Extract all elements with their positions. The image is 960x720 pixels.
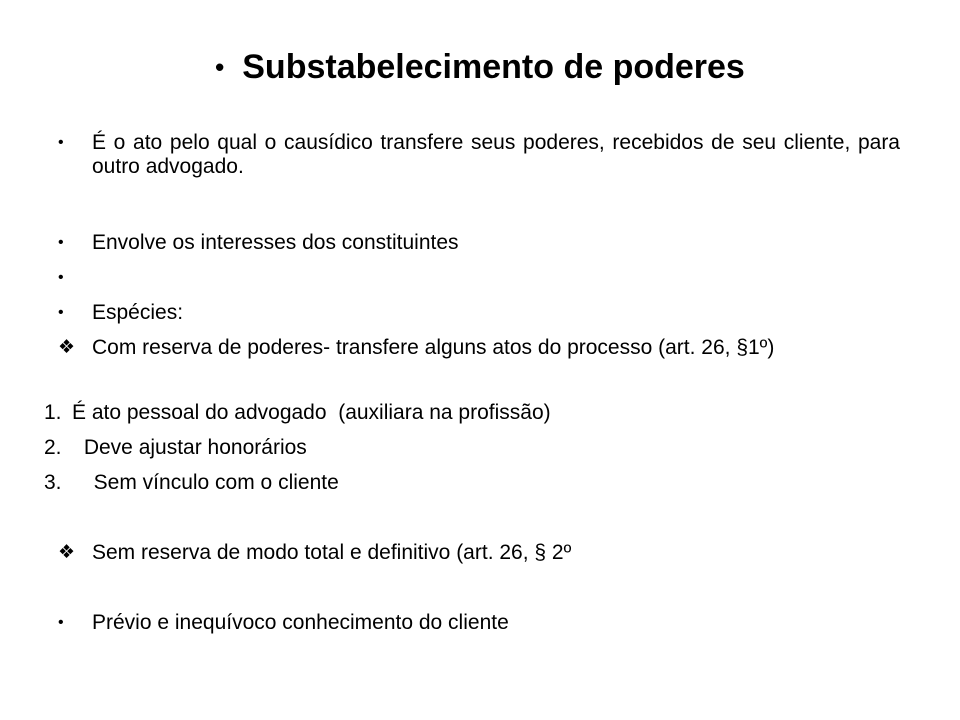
list-item-text: Espécies:: [92, 301, 184, 324]
list-item-text: Prévio e inequívoco conhecimento do cliente: [92, 611, 509, 634]
list-item-text: Deve ajustar honorários: [78, 436, 307, 459]
diamond-bullet-icon: ❖: [58, 337, 76, 358]
list-item-text: É ato pessoal do advogado (auxiliara na profissão): [72, 401, 551, 424]
list-item-text: É o ato pelo qual o causídico transfere seus poderes, recebidos de seu cliente, para outro advogado.: [92, 131, 900, 178]
number-marker: 2.: [44, 436, 62, 459]
number-marker: 3.: [44, 471, 62, 494]
slide-title: [0, 42, 960, 92]
list-item-text: Com reserva de poderes- transfere alguns atos do processo (art. 26, §1º): [92, 336, 775, 359]
bullet-marker: •: [58, 269, 64, 286]
list-item-text: Sem vínculo com o cliente: [82, 471, 339, 494]
bullet-marker: •: [58, 134, 64, 151]
bullet-marker: •: [58, 234, 64, 251]
list-item-text: Envolve os interesses dos constituintes: [92, 231, 459, 254]
slide-title-text: Substabelecimento de poderes: [242, 48, 745, 86]
title-bullet: •: [215, 52, 225, 82]
diamond-bullet-icon: ❖: [58, 542, 76, 563]
list-item-text: Sem reserva de modo total e definitivo (art. 26, § 2º: [92, 541, 572, 564]
number-marker: 1.: [44, 401, 62, 424]
bullet-marker: •: [58, 614, 64, 631]
bullet-marker: •: [58, 304, 64, 321]
